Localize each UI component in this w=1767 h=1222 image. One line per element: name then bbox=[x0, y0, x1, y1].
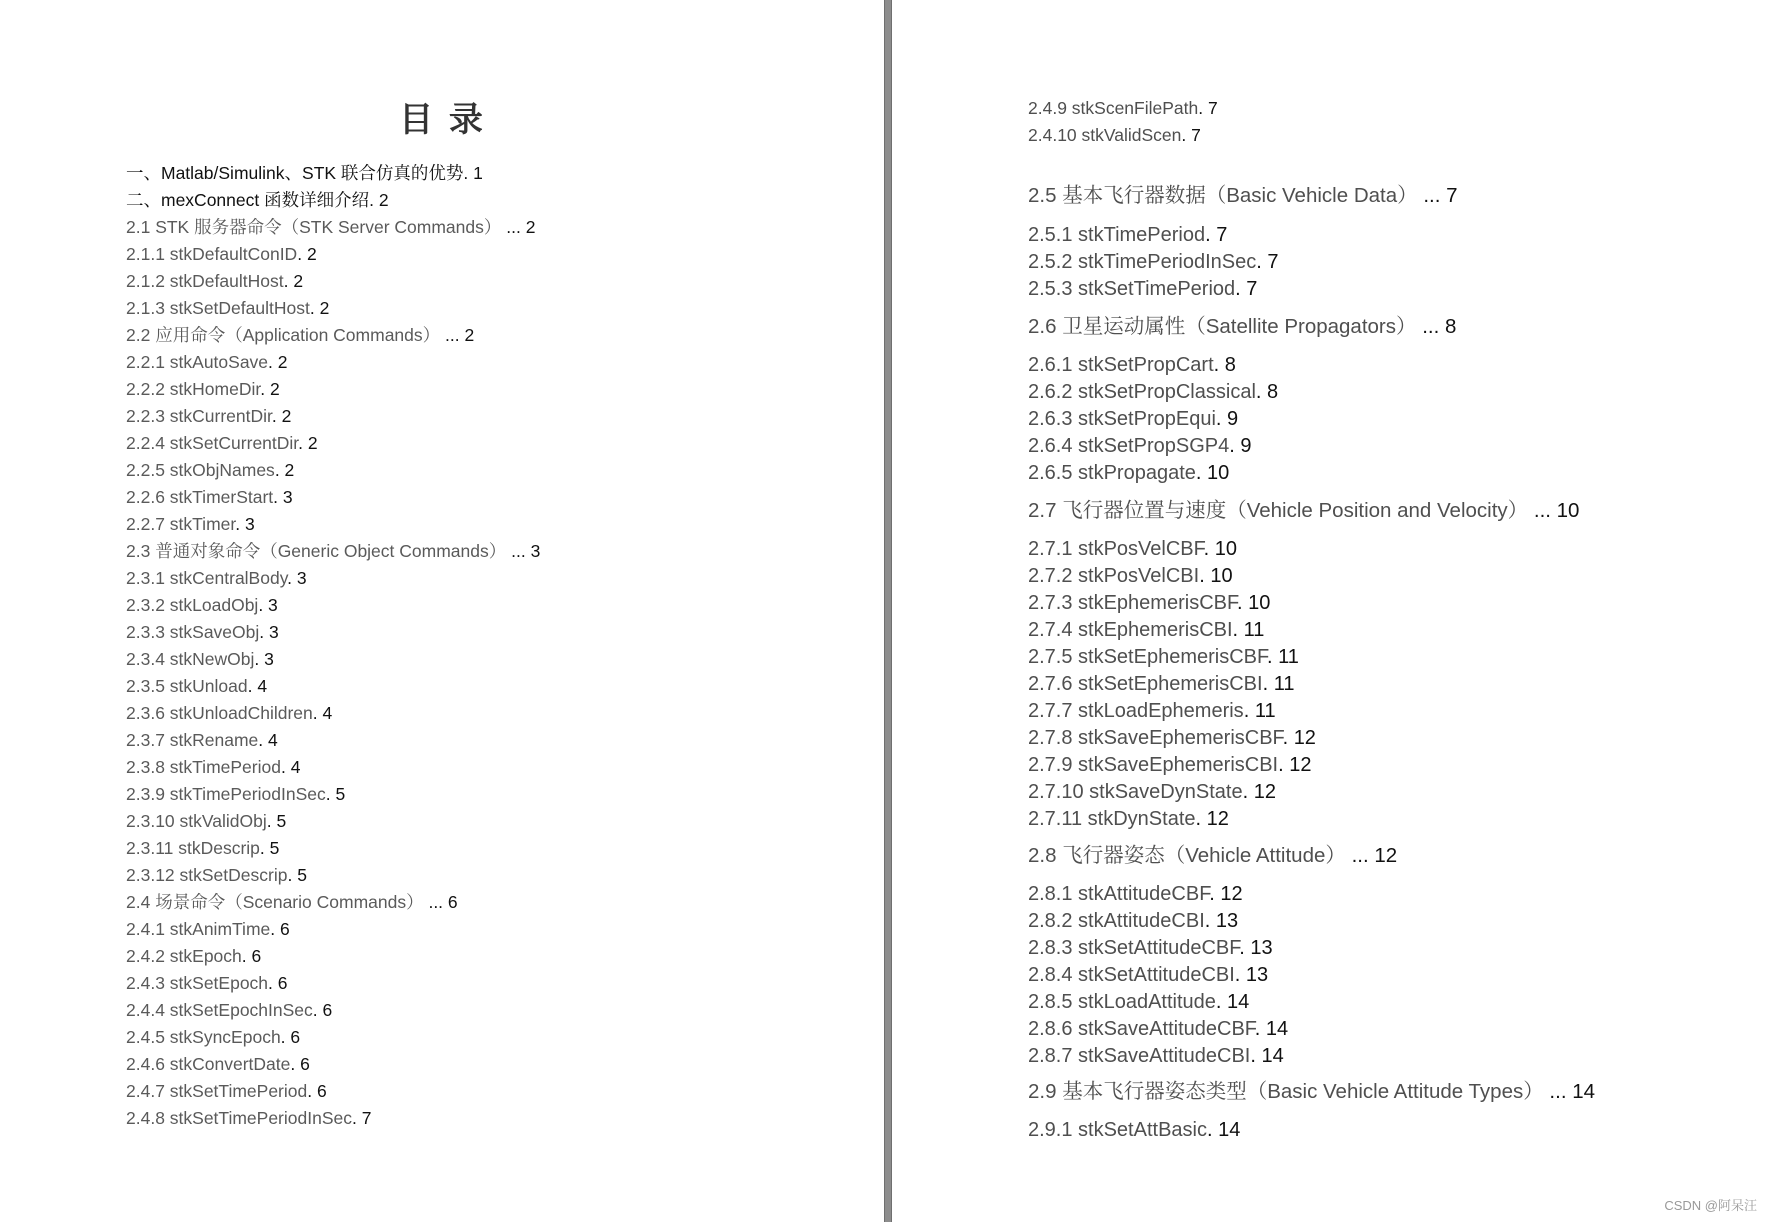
toc-entry-page: 6 bbox=[447, 892, 458, 912]
toc-entry-page: 12 bbox=[1289, 754, 1312, 776]
toc-entry-page: 3 bbox=[264, 649, 274, 669]
toc-entry-page: 6 bbox=[300, 1054, 310, 1074]
toc-entry-page: 3 bbox=[268, 595, 278, 615]
toc-entry-leader: . bbox=[298, 433, 308, 453]
toc-entry-page: 14 bbox=[1261, 1045, 1284, 1067]
toc-entry-title: 2.7.7 stkLoadEphemeris bbox=[1028, 700, 1244, 722]
toc-entry-page: 2 bbox=[269, 379, 280, 399]
toc-entry-title: 2.3.9 stkTimePeriodInSec bbox=[126, 784, 326, 804]
toc-entry[interactable] bbox=[126, 1105, 866, 1132]
toc-entry[interactable] bbox=[1028, 725, 1316, 751]
toc-entry-page: 7 bbox=[1191, 125, 1201, 145]
toc-entry-page: 12 bbox=[1206, 808, 1229, 830]
toc-entry-leader: . bbox=[247, 676, 258, 696]
toc-entry-leader: . bbox=[259, 622, 270, 642]
toc-entry-leader: . bbox=[369, 190, 379, 210]
toc-entry[interactable] bbox=[1028, 908, 1238, 934]
toc-entry-title: 2.4.2 stkEpoch bbox=[126, 946, 242, 966]
toc-entry-page: 8 bbox=[1224, 354, 1236, 376]
toc-entry-title: 2.7 飞行器位置与速度（Vehicle Position and Velocity） bbox=[1028, 499, 1529, 522]
toc-entry-page: 6 bbox=[280, 919, 290, 939]
toc-entry[interactable] bbox=[1028, 671, 1294, 697]
toc-entry-page: 7 bbox=[1446, 184, 1458, 207]
toc-entry-page: 11 bbox=[1273, 673, 1295, 695]
toc-entry[interactable] bbox=[1028, 1117, 1240, 1143]
toc-entry-leader: . bbox=[1250, 1045, 1262, 1067]
toc-entry[interactable] bbox=[1028, 249, 1279, 275]
toc-entry-page: 10 bbox=[1248, 592, 1271, 614]
toc-entry-title: 2.3.4 stkNewObj bbox=[126, 649, 255, 669]
toc-entry-page: 12 bbox=[1220, 883, 1243, 905]
toc-entry-title: 2.3.3 stkSaveObj bbox=[126, 622, 260, 642]
toc-entry[interactable] bbox=[126, 376, 866, 403]
toc-entry-page: 14 bbox=[1265, 1018, 1289, 1040]
toc-entry-title: 2.2.1 stkAutoSave bbox=[126, 352, 269, 372]
toc-entry-page: 13 bbox=[1250, 937, 1273, 959]
toc-entry-leader: ... bbox=[423, 892, 448, 912]
toc-entry-leader: . bbox=[1195, 462, 1208, 484]
toc-entry-page: 10 bbox=[1207, 462, 1230, 484]
toc-entry[interactable] bbox=[1028, 806, 1229, 832]
toc-entry-title: 2.8.6 stkSaveAttitudeCBF bbox=[1028, 1018, 1255, 1040]
toc-entry-page: 9 bbox=[1227, 408, 1239, 430]
toc-entry-title: 2.5 基本飞行器数据（Basic Vehicle Data） bbox=[1028, 184, 1418, 207]
toc-entry[interactable] bbox=[1028, 96, 1218, 120]
toc-entry-title: 2.7.9 stkSaveEphemerisCBI bbox=[1028, 754, 1279, 776]
toc-entry[interactable] bbox=[1028, 962, 1268, 988]
toc-entry-page: 6 bbox=[251, 946, 262, 966]
toc-entry-title: 2.2.4 stkSetCurrentDir bbox=[126, 433, 299, 453]
toc-entry[interactable] bbox=[1028, 536, 1237, 562]
toc-entry-title: 2.3.8 stkTimePeriod bbox=[126, 757, 281, 777]
toc-entry-leader: . bbox=[254, 649, 265, 669]
toc-entry-page: 3 bbox=[530, 541, 541, 561]
toc-entry-leader: . bbox=[1209, 883, 1221, 905]
toc-entry[interactable] bbox=[1028, 433, 1251, 459]
toc-entry-title: 一、Matlab/Simulink、STK 联合仿真的优势 bbox=[126, 163, 464, 183]
toc-entry-leader: . bbox=[1213, 354, 1225, 376]
toc-entry-page: 13 bbox=[1215, 910, 1239, 932]
toc-entry[interactable] bbox=[1028, 935, 1273, 961]
toc-entry-page: 14 bbox=[1227, 991, 1250, 1013]
toc-entry[interactable] bbox=[1028, 1043, 1284, 1069]
toc-entry[interactable] bbox=[126, 673, 866, 700]
toc-entry[interactable] bbox=[1028, 406, 1238, 432]
toc-entry-page: 4 bbox=[268, 730, 278, 750]
toc-entry-title: 2.5.1 stkTimePeriod bbox=[1028, 224, 1206, 246]
toc-entry-title: 2.6.2 stkSetPropClassical bbox=[1028, 381, 1256, 403]
toc-entry-page: 2 bbox=[277, 352, 288, 372]
toc-left-column bbox=[126, 160, 866, 1132]
toc-entry[interactable] bbox=[1028, 842, 1397, 870]
toc-entry[interactable] bbox=[126, 322, 866, 349]
toc-entry-title: 2.9 基本飞行器姿态类型（Basic Vehicle Attitude Types） bbox=[1028, 1080, 1544, 1103]
toc-entry[interactable] bbox=[126, 781, 866, 808]
toc-entry-page: 4 bbox=[290, 757, 301, 777]
toc-entry-title: 2.5.3 stkSetTimePeriod bbox=[1028, 278, 1236, 300]
toc-entry-title: 二、mexConnect 函数详细介绍 bbox=[126, 190, 370, 210]
toc-entry-page: 2 bbox=[464, 325, 475, 345]
toc-entry[interactable] bbox=[126, 754, 866, 781]
toc-entry-page: 2 bbox=[306, 244, 317, 264]
toc-entry-leader: . bbox=[312, 703, 323, 723]
toc-entry-page: 2 bbox=[307, 433, 318, 453]
toc-entry-title: 2.3.5 stkUnload bbox=[126, 676, 248, 696]
toc-entry-page: 10 bbox=[1210, 565, 1233, 587]
toc-entry-leader: . bbox=[280, 1027, 291, 1047]
toc-entry[interactable] bbox=[1028, 779, 1276, 805]
toc-entry-title: 2.7.2 stkPosVelCBI bbox=[1028, 565, 1200, 587]
toc-entry-page: 12 bbox=[1374, 844, 1398, 867]
toc-entry-leader: . bbox=[1262, 673, 1274, 695]
toc-entry-title: 2.4.9 stkScenFilePath bbox=[1028, 98, 1199, 118]
toc-entry-title: 2.1.1 stkDefaultConID bbox=[126, 244, 298, 264]
toc-entry-title: 2.7.8 stkSaveEphemerisCBF bbox=[1028, 727, 1283, 749]
toc-entry-leader: . bbox=[259, 838, 270, 858]
toc-entry-page: 6 bbox=[322, 1000, 333, 1020]
toc-entry-title: 2.2.3 stkCurrentDir bbox=[126, 406, 272, 426]
toc-entry[interactable] bbox=[1028, 698, 1276, 724]
toc-entry-leader: ... bbox=[1416, 315, 1445, 338]
toc-entry-title: 2.8.2 stkAttitudeCBI bbox=[1028, 910, 1205, 932]
toc-entry-page: 7 bbox=[361, 1108, 372, 1128]
toc-entry-title: 2.6.5 stkPropagate bbox=[1028, 462, 1196, 484]
toc-entry-title: 2.6.3 stkSetPropEqui bbox=[1028, 408, 1216, 430]
toc-entry-leader: . bbox=[260, 379, 270, 399]
toc-entry-leader: ... bbox=[1543, 1080, 1573, 1103]
toc-entry-leader: . bbox=[309, 298, 320, 318]
toc-entry[interactable] bbox=[1028, 182, 1458, 210]
toc-entry-page: 6 bbox=[290, 1027, 301, 1047]
toc-entry-title: 2.2 应用命令（Application Commands） bbox=[126, 325, 441, 345]
toc-entry[interactable] bbox=[1028, 1016, 1288, 1042]
toc-entry-page: 11 bbox=[1243, 619, 1265, 641]
toc-entry-title: 2.6 卫星运动属性（Satellite Propagators） bbox=[1028, 315, 1417, 338]
toc-entry[interactable] bbox=[1028, 617, 1264, 643]
toc-entry[interactable] bbox=[126, 160, 866, 187]
toc-entry[interactable] bbox=[1028, 313, 1456, 341]
toc-entry[interactable] bbox=[1028, 752, 1312, 778]
toc-entry-title: 2.4.7 stkSetTimePeriod bbox=[126, 1081, 308, 1101]
toc-entry-page: 5 bbox=[335, 784, 346, 804]
toc-entry-page: 1 bbox=[473, 163, 483, 183]
toc-entry-leader: . bbox=[287, 568, 297, 588]
toc-entry-page: 11 bbox=[1278, 646, 1299, 668]
toc-entry-leader: . bbox=[266, 811, 277, 831]
toc-entry-page: 2 bbox=[378, 190, 389, 210]
toc-entry-leader: . bbox=[1204, 910, 1216, 932]
toc-entry-title: 2.8.4 stkSetAttitudeCBI bbox=[1028, 964, 1235, 986]
toc-entry[interactable] bbox=[126, 511, 866, 538]
toc-entry-page: 5 bbox=[269, 838, 280, 858]
toc-entry-leader: . bbox=[280, 757, 291, 777]
toc-entry-page: 7 bbox=[1216, 224, 1228, 246]
toc-entry-title: 2.3.11 stkDescrip bbox=[126, 838, 260, 858]
toc-entry-leader: ... bbox=[501, 217, 526, 237]
toc-entry[interactable] bbox=[126, 430, 866, 457]
toc-entry-leader: . bbox=[297, 244, 307, 264]
toc-entry-title: 2.7.10 stkSaveDynState bbox=[1028, 781, 1243, 803]
toc-entry-title: 2.4.4 stkSetEpochInSec bbox=[126, 1000, 313, 1020]
toc-entry[interactable] bbox=[1028, 563, 1233, 589]
toc-entry-title: 2.3.6 stkUnloadChildren bbox=[126, 703, 313, 723]
toc-entry-leader: ... bbox=[506, 541, 531, 561]
toc-entry-title: 2.8.7 stkSaveAttitudeCBI bbox=[1028, 1045, 1251, 1067]
toc-entry-leader: ... bbox=[1345, 844, 1375, 867]
toc-entry-title: 2.7.3 stkEphemerisCBF bbox=[1028, 592, 1237, 614]
toc-entry-page: 3 bbox=[296, 568, 307, 588]
toc-entry-leader: . bbox=[273, 487, 283, 507]
toc-entry[interactable] bbox=[126, 835, 866, 862]
toc-entry-page: 12 bbox=[1253, 781, 1276, 803]
toc-entry-leader: . bbox=[1267, 646, 1279, 668]
toc-entry-leader: . bbox=[1232, 619, 1244, 641]
toc-entry-page: 14 bbox=[1218, 1119, 1241, 1141]
toc-entry[interactable] bbox=[1028, 497, 1579, 525]
toc-entry-page: 5 bbox=[297, 865, 307, 885]
toc-entry-page: 13 bbox=[1245, 964, 1269, 986]
toc-title: 目 录 bbox=[399, 100, 485, 140]
toc-entry-title: 2.6.1 stkSetPropCart bbox=[1028, 354, 1214, 376]
toc-entry-page: 6 bbox=[316, 1081, 327, 1101]
toc-entry[interactable] bbox=[126, 970, 866, 997]
toc-entry-page: 9 bbox=[1240, 435, 1252, 457]
toc-entry-leader: . bbox=[1181, 125, 1192, 145]
toc-entry[interactable] bbox=[126, 241, 866, 268]
toc-entry[interactable] bbox=[1028, 590, 1270, 616]
toc-entry-page: 7 bbox=[1246, 278, 1258, 300]
toc-entry-title: 2.5.2 stkTimePeriodInSec bbox=[1028, 251, 1257, 273]
toc-entry-leader: . bbox=[268, 352, 278, 372]
toc-entry-leader: . bbox=[1203, 538, 1215, 560]
toc-entry[interactable] bbox=[1028, 222, 1227, 248]
toc-entry[interactable] bbox=[126, 565, 866, 592]
toc-entry[interactable] bbox=[126, 646, 866, 673]
toc-entry-page: 7 bbox=[1267, 251, 1279, 273]
toc-entry-leader: . bbox=[1199, 565, 1211, 587]
toc-entry-title: 2.1 STK 服务器命令（STK Server Commands） bbox=[126, 217, 502, 237]
toc-entry[interactable] bbox=[126, 1051, 866, 1078]
toc-entry-leader: . bbox=[270, 919, 280, 939]
toc-entry[interactable] bbox=[1028, 989, 1249, 1015]
toc-entry[interactable] bbox=[126, 916, 866, 943]
toc-entry[interactable] bbox=[1028, 460, 1229, 486]
toc-entry-leader: . bbox=[258, 595, 269, 615]
toc-entry-page: 14 bbox=[1572, 1080, 1596, 1103]
toc-entry[interactable] bbox=[126, 889, 866, 916]
toc-entry[interactable] bbox=[126, 457, 866, 484]
toc-entry-leader: . bbox=[290, 1054, 301, 1074]
toc-entry-leader: . bbox=[1278, 754, 1290, 776]
toc-entry-title: 2.7.5 stkSetEphemerisCBF bbox=[1028, 646, 1267, 668]
toc-entry[interactable] bbox=[126, 403, 866, 430]
toc-entry-page: 4 bbox=[257, 676, 268, 696]
toc-entry[interactable] bbox=[1028, 352, 1236, 378]
toc-entry-title: 2.7.6 stkSetEphemerisCBI bbox=[1028, 673, 1263, 695]
toc-entry-page: 2 bbox=[284, 460, 295, 480]
toc-entry[interactable] bbox=[1028, 379, 1278, 405]
toc-entry-title: 2.3.12 stkSetDescrip bbox=[126, 865, 288, 885]
toc-entry-leader: ... bbox=[440, 325, 465, 345]
toc-entry-title: 2.2.2 stkHomeDir bbox=[126, 379, 261, 399]
toc-entry-page: 2 bbox=[281, 406, 292, 426]
toc-entry-page: 5 bbox=[276, 811, 287, 831]
toc-entry-title: 2.4.8 stkSetTimePeriodInSec bbox=[126, 1108, 352, 1128]
toc-entry-page: 8 bbox=[1444, 315, 1457, 338]
toc-entry-leader: . bbox=[268, 973, 278, 993]
toc-entry-page: 10 bbox=[1556, 499, 1580, 522]
toc-entry-leader: . bbox=[325, 784, 336, 804]
toc-entry-title: 2.3.7 stkRename bbox=[126, 730, 259, 750]
toc-entry-title: 2.2.7 stkTimer bbox=[126, 514, 236, 534]
toc-entry-title: 2.7.4 stkEphemerisCBI bbox=[1028, 619, 1233, 641]
toc-entry-title: 2.9.1 stkSetAttBasic bbox=[1028, 1119, 1207, 1141]
toc-entry[interactable] bbox=[126, 808, 866, 835]
toc-entry-title: 2.8 飞行器姿态（Vehicle Attitude） bbox=[1028, 844, 1346, 867]
toc-entry[interactable] bbox=[1028, 881, 1243, 907]
toc-entry[interactable] bbox=[126, 268, 866, 295]
toc-entry-leader: . bbox=[463, 163, 474, 183]
toc-entry-page: 3 bbox=[282, 487, 293, 507]
toc-entry[interactable] bbox=[1028, 1078, 1595, 1106]
toc-entry-leader: . bbox=[241, 946, 252, 966]
toc-entry-leader: ... bbox=[1528, 499, 1557, 522]
toc-entry-leader: . bbox=[1215, 991, 1228, 1013]
toc-entry-page: 3 bbox=[244, 514, 255, 534]
toc-entry-title: 2.2.6 stkTimerStart bbox=[126, 487, 274, 507]
toc-entry-title: 2.4.6 stkConvertDate bbox=[126, 1054, 291, 1074]
toc-entry[interactable] bbox=[1028, 276, 1257, 302]
toc-entry[interactable] bbox=[126, 214, 866, 241]
toc-entry[interactable] bbox=[126, 1024, 866, 1051]
toc-entry[interactable] bbox=[126, 592, 866, 619]
watermark-credit: CSDN @阿呆汪 bbox=[1664, 1198, 1757, 1213]
toc-entry-page: 7 bbox=[1207, 98, 1218, 118]
toc-entry-leader: . bbox=[235, 514, 245, 534]
toc-entry-leader: . bbox=[352, 1108, 362, 1128]
toc-entry-leader: . bbox=[1229, 435, 1241, 457]
toc-entry[interactable] bbox=[126, 862, 866, 889]
toc-entry-page: 6 bbox=[277, 973, 288, 993]
toc-entry[interactable] bbox=[126, 1078, 866, 1105]
toc-entry[interactable] bbox=[126, 484, 866, 511]
toc-entry-title: 2.3.10 stkValidObj bbox=[126, 811, 267, 831]
page-divider bbox=[884, 0, 892, 1222]
toc-entry-title: 2.3.1 stkCentralBody bbox=[126, 568, 288, 588]
toc-entry-leader: . bbox=[307, 1081, 317, 1101]
toc-entry-title: 2.8.5 stkLoadAttitude bbox=[1028, 991, 1216, 1013]
toc-entry-leader: . bbox=[1206, 1119, 1219, 1141]
toc-entry-page: 4 bbox=[322, 703, 333, 723]
toc-entry-leader: ... bbox=[1417, 184, 1447, 207]
toc-entry-leader: . bbox=[1239, 937, 1251, 959]
toc-entry[interactable] bbox=[126, 700, 866, 727]
toc-entry-title: 2.4.5 stkSyncEpoch bbox=[126, 1027, 281, 1047]
toc-entry-title: 2.7.11 stkDynState bbox=[1028, 808, 1196, 830]
toc-entry-title: 2.3 普通对象命令（Generic Object Commands） bbox=[126, 541, 507, 561]
toc-entry-title: 2.8.1 stkAttitudeCBF bbox=[1028, 883, 1210, 905]
toc-entry[interactable] bbox=[126, 349, 866, 376]
toc-entry-leader: . bbox=[1254, 1018, 1266, 1040]
toc-entry-page: 11 bbox=[1254, 700, 1276, 722]
toc-entry-leader: . bbox=[258, 730, 269, 750]
toc-entry-leader: . bbox=[1236, 592, 1249, 614]
toc-entry-page: 2 bbox=[293, 271, 304, 291]
toc-entry-leader: . bbox=[312, 1000, 323, 1020]
toc-entry-page: 2 bbox=[525, 217, 536, 237]
toc-entry[interactable] bbox=[126, 295, 866, 322]
toc-entry-leader: . bbox=[1234, 964, 1246, 986]
toc-entry-title: 2.4.3 stkSetEpoch bbox=[126, 973, 269, 993]
toc-entry-leader: . bbox=[287, 865, 298, 885]
toc-entry-leader: . bbox=[1215, 408, 1228, 430]
toc-entry[interactable] bbox=[1028, 123, 1201, 147]
toc-entry-page: 12 bbox=[1293, 727, 1316, 749]
toc-entry-title: 2.1.3 stkSetDefaultHost bbox=[126, 298, 310, 318]
toc-entry-leader: . bbox=[1235, 278, 1247, 300]
toc-entry-title: 2.1.2 stkDefaultHost bbox=[126, 271, 284, 291]
toc-entry-title: 2.8.3 stkSetAttitudeCBF bbox=[1028, 937, 1240, 959]
toc-entry-leader: . bbox=[283, 271, 294, 291]
toc-entry-leader: . bbox=[1205, 224, 1217, 246]
toc-entry[interactable] bbox=[126, 943, 866, 970]
toc-entry-leader: . bbox=[271, 406, 282, 426]
toc-entry[interactable] bbox=[126, 619, 866, 646]
toc-entry-title: 2.2.5 stkObjNames bbox=[126, 460, 275, 480]
toc-entry-title: 2.3.2 stkLoadObj bbox=[126, 595, 259, 615]
toc-entry[interactable] bbox=[126, 727, 866, 754]
toc-entry-page: 10 bbox=[1214, 538, 1238, 560]
toc-entry-title: 2.6.4 stkSetPropSGP4 bbox=[1028, 435, 1230, 457]
toc-entry-title: 2.4.10 stkValidScen bbox=[1028, 125, 1182, 145]
toc-entry-leader: . bbox=[274, 460, 285, 480]
toc-entry-leader: . bbox=[1243, 700, 1255, 722]
toc-entry[interactable] bbox=[126, 187, 866, 214]
toc-entry-page: 3 bbox=[269, 622, 279, 642]
toc-entry-leader: . bbox=[1255, 381, 1268, 403]
toc-entry-leader: . bbox=[1242, 781, 1254, 803]
toc-entry-leader: . bbox=[1195, 808, 1207, 830]
toc-entry-page: 2 bbox=[319, 298, 330, 318]
toc-entry[interactable] bbox=[1028, 644, 1299, 670]
toc-entry-leader: . bbox=[1256, 251, 1268, 273]
toc-entry-title: 2.4.1 stkAnimTime bbox=[126, 919, 271, 939]
toc-entry-leader: . bbox=[1282, 727, 1294, 749]
toc-entry-page: 8 bbox=[1267, 381, 1279, 403]
toc-entry-title: 2.4 场景命令（Scenario Commands） bbox=[126, 892, 424, 912]
toc-entry-leader: . bbox=[1198, 98, 1208, 118]
toc-entry[interactable] bbox=[126, 997, 866, 1024]
toc-entry-title: 2.7.1 stkPosVelCBF bbox=[1028, 538, 1204, 560]
toc-entry[interactable] bbox=[126, 538, 866, 565]
